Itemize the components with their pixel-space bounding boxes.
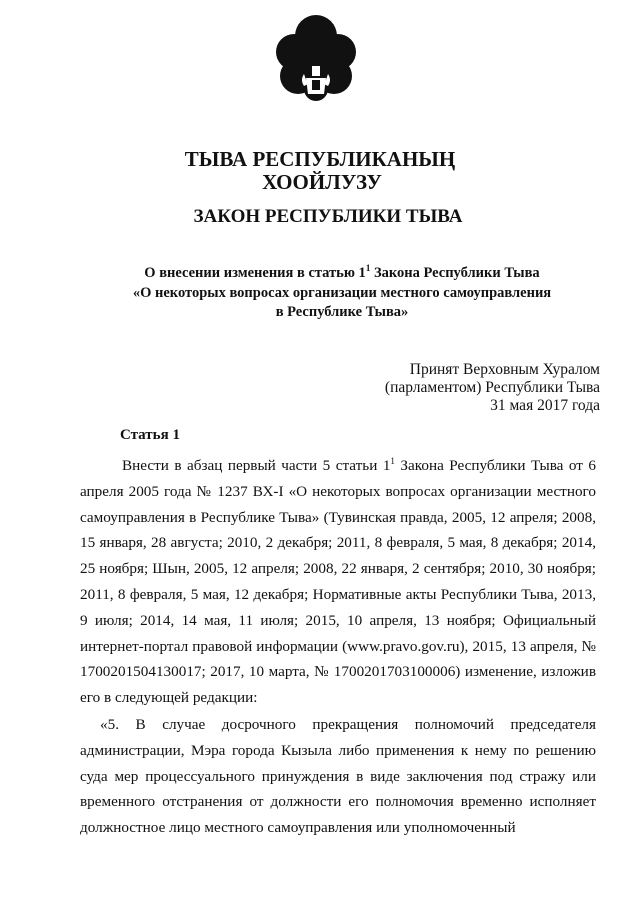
tyva-emblem-icon <box>276 14 356 114</box>
subject-line2: «О некоторых вопросах организации местного самоуправления <box>132 285 552 301</box>
article-paragraph-2: «5. В случае досрочного прекращения полномочий председателя администрации, Мэра города Кызыла либо применения к нему по решению суда мер процессуального принуждения в виде заключения под стражу или временного отстранения от должности его полномочия временно исполняет должностное лицо местного самоуправления или уполномоченный <box>80 716 596 837</box>
adoption-line2: (парламентом) Республики Тыва <box>384 379 600 396</box>
subject-line3: в Республике Тыва» <box>275 304 409 320</box>
adoption-date: 31 мая 2017 года <box>490 397 600 414</box>
native-title-line1: ТЫВА РЕСПУБЛИКАНЫҢ <box>184 147 456 171</box>
law-title: ЗАКОН РЕСПУБЛИКИ ТЫВА <box>193 206 463 227</box>
article-paragraph-1: Внести в абзац первый части 5 статьи $1^1$ Закона Республики Тыва от 6 апреля 2005 года № 1237 ВХ-I «О некоторых вопросах организации местного самоуправления в Республике Тыва» (Тувинская правда, 2005, 12 апреля; 2008, 15 января, 28 августа; 2010, 2 декабря; 2011, 8 февраля, 5 мая, 8 декабря; 2014, 25 ноября; Шын, 2005, 12 апреля; 2008, 22 января, 2 сентября; 2010, 30 ноября; 2011, 8 февраля, 5 мая, 12 декабря; Нормативные акты Республики Тыва, 2013, 9 июля; 2014, 14 мая, 11 июля; 2015, 10 апреля, 13 ноября; Официальный интернет-портал правовой информации (www.pravo.gov.ru), 2015, 13 апреля, № 1700201504130017; 2017, 10 марта, № 1700201703100006) изменение, изложив его в следующей редакции: <box>80 456 597 707</box>
article-heading: Статья 1 <box>120 427 180 443</box>
subject-line1: О внесении изменения в статью $1^1$ Закона Республики Тыва <box>144 263 540 281</box>
adoption-line1: Принят Верховным Хуралом <box>409 361 600 378</box>
native-title-line2: ХООЙЛУЗУ <box>262 170 382 194</box>
